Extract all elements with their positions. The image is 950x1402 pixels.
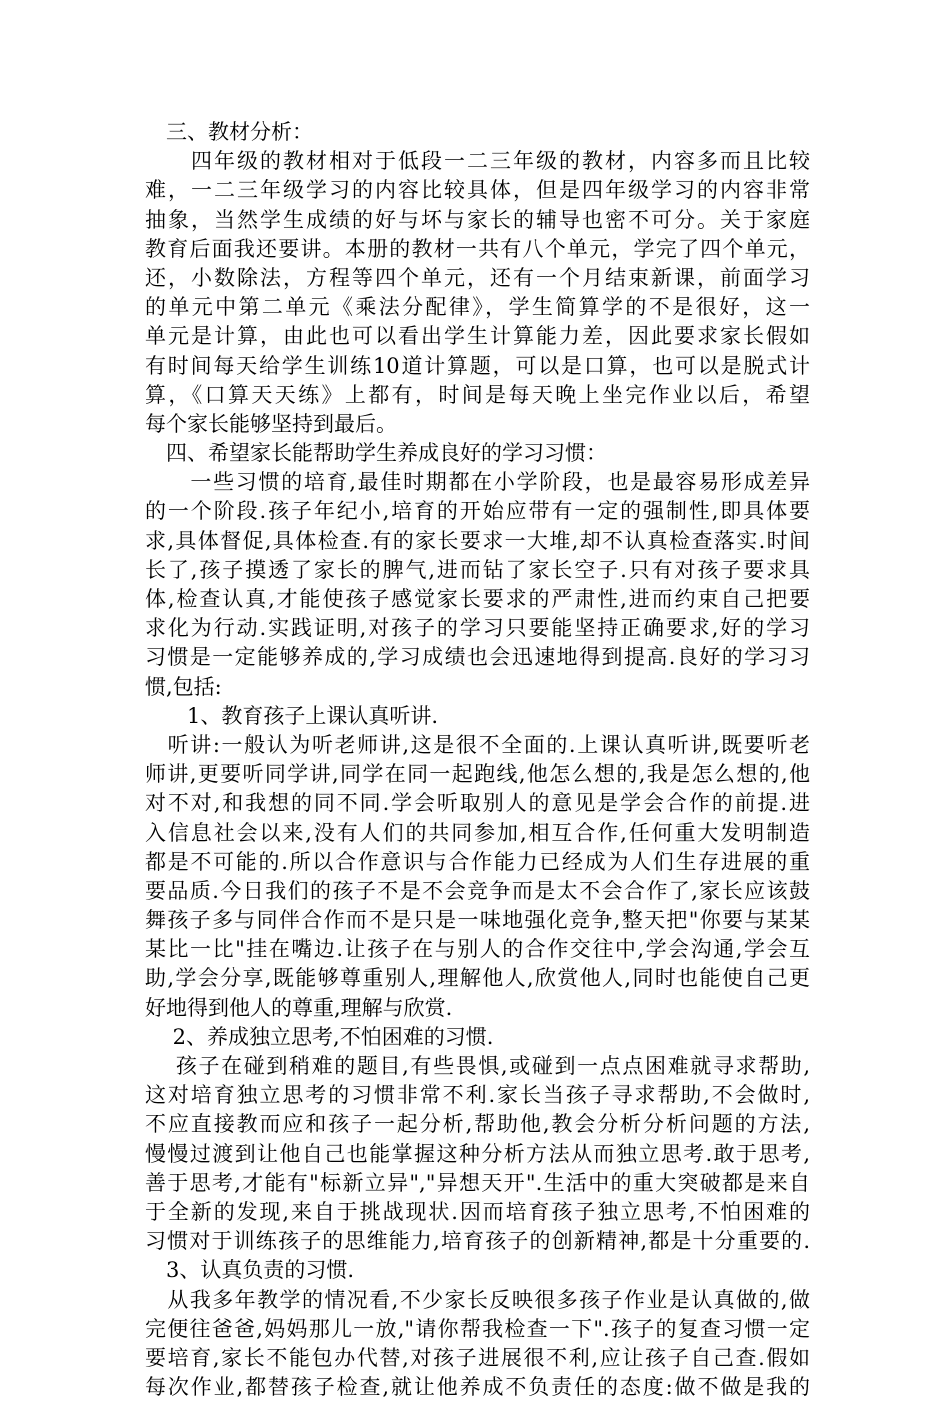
text-line: 对不对,和我想的同不同.学会听取别人的意见是学会合作的前提.进 [145, 791, 810, 816]
text-line: 还，小数除法，方程等四个单元，还有一个月结束新课，前面学习 [145, 265, 810, 290]
text-line: 难，一二三年级学习的内容比较具体，但是四年级学习的内容非常 [145, 178, 810, 203]
text-line: 入信息社会以来,没有人们的共同参加,相互合作,任何重大发明制造 [145, 820, 810, 845]
text-line: 要品质.今日我们的孩子不是不会竞争而是太不会合作了,家长应该鼓 [145, 878, 810, 903]
text-line: 这对培育独立思考的习惯非常不利.家长当孩子寻求帮助,不会做时, [145, 1083, 810, 1108]
text-line: 惯,包括: [145, 674, 222, 699]
text-line: 教育后面我还要讲。本册的教材一共有八个单元，学完了四个单元， [145, 236, 810, 261]
text-line: 求,具体督促,具体检查.有的家长要求一大堆,却不认真检查落实.时间 [145, 528, 810, 553]
text-line: 听讲:一般认为听老师讲,这是很不全面的.上课认真听讲,既要听老 [145, 732, 810, 757]
text-line: 单元是计算，由此也可以看出学生计算能力差，因此要求家长假如 [145, 324, 810, 349]
text-line: 每次作业,都替孩子检查,就让他养成不负责任的态度:做不做是我的 [145, 1375, 810, 1400]
text-line: 一些习惯的培育,最佳时期都在小学阶段，也是最容易形成差异 [145, 470, 810, 495]
text-line: 习惯对于训练孩子的思维能力,培育孩子的创新精神,都是十分重要的. [145, 1229, 810, 1254]
text-line: 助,学会分享,既能够尊重别人,理解他人,欣赏他人,同时也能使自己更 [145, 966, 810, 991]
text-line: 慢慢过渡到让他自己也能掌握这种分析方法从而独立思考.敢于思考, [145, 1141, 810, 1166]
text-line: 的一个阶段.孩子年纪小,培育的开始应带有一定的强制性,即具体要 [145, 499, 810, 524]
text-line: 算，《口算天天练》上都有，时间是每天晚上坐完作业以后，希望 [145, 382, 810, 407]
text-line: 完便往爸爸,妈妈那儿一放,"请你帮我检查一下".孩子的复查习惯一定 [145, 1316, 810, 1341]
text-line: 求化为行动.实践证明,对孩子的学习只要能坚持正确要求,好的学习 [145, 616, 810, 641]
text-line: 长了,孩子摸透了家长的脾气,进而钻了家长空子.只有对孩子要求具 [145, 557, 810, 582]
text-line: 某比一比"挂在嘴边.让孩子在与别人的合作交往中,学会沟通,学会互 [145, 937, 810, 962]
text-line: 3、认真负责的习惯. [145, 1258, 355, 1283]
text-line: 抽象，当然学生成绩的好与坏与家长的辅导也密不可分。关于家庭 [145, 207, 810, 232]
text-line: 体,检查认真,才能使孩子感觉家长要求的严肃性,进而约束自己把要 [145, 587, 810, 611]
text-line: 2、养成独立思考,不怕困难的习惯. [145, 1024, 494, 1049]
text-line: 1、教育孩子上课认真听讲. [145, 703, 439, 728]
text-line: 从我多年教学的情况看,不少家长反映很多孩子作业是认真做的,做 [145, 1287, 810, 1312]
text-line: 不应直接教而应和孩子一起分析,帮助他,教会分析分析问题的方法, [145, 1112, 810, 1137]
text-line: 四、希望家长能帮助学生养成良好的学习习惯： [145, 441, 607, 466]
text-line: 有时间每天给学生训练10道计算题，可以是口算，也可以是脱式计 [145, 353, 810, 378]
text-line: 四年级的教材相对于低段一二三年级的教材，内容多而且比较 [145, 149, 810, 174]
text-line: 每个家长能够坚持到最后。 [145, 411, 397, 436]
text-line: 三、教材分析： [145, 120, 313, 144]
text-line: 于全新的发现,来自于挑战现状.因而培育孩子独立思考,不怕困难的 [145, 1199, 810, 1224]
document-page [145, 118, 810, 1402]
text-line: 孩子在碰到稍难的题目,有些畏惧,或碰到一点点困难就寻求帮助, [145, 1054, 810, 1078]
text-line: 习惯是一定能够养成的,学习成绩也会迅速地得到提高.良好的学习习 [145, 645, 810, 670]
text-line: 师讲,更要听同学讲,同学在同一起跑线,他怎么想的,我是怎么想的,他 [145, 762, 810, 787]
text-line: 舞孩子多与同伴合作而不是只是一味地强化竞争,整天把"你要与某某 [145, 908, 810, 933]
text-line: 都是不可能的.所以合作意识与合作能力已经成为人们生存进展的重 [145, 849, 810, 874]
text-line: 好地得到他人的尊重,理解与欣赏. [145, 995, 453, 1020]
text-line: 善于思考,才能有"标新立异","异想天开".生活中的重大突破都是来自 [145, 1170, 810, 1195]
text-line: 的单元中第二单元《乘法分配律》，学生简算学的不是很好，这一 [145, 295, 810, 320]
text-line: 要培育,家长不能包办代替,对孩子进展很不利,应让孩子自己查.假如 [145, 1345, 810, 1370]
